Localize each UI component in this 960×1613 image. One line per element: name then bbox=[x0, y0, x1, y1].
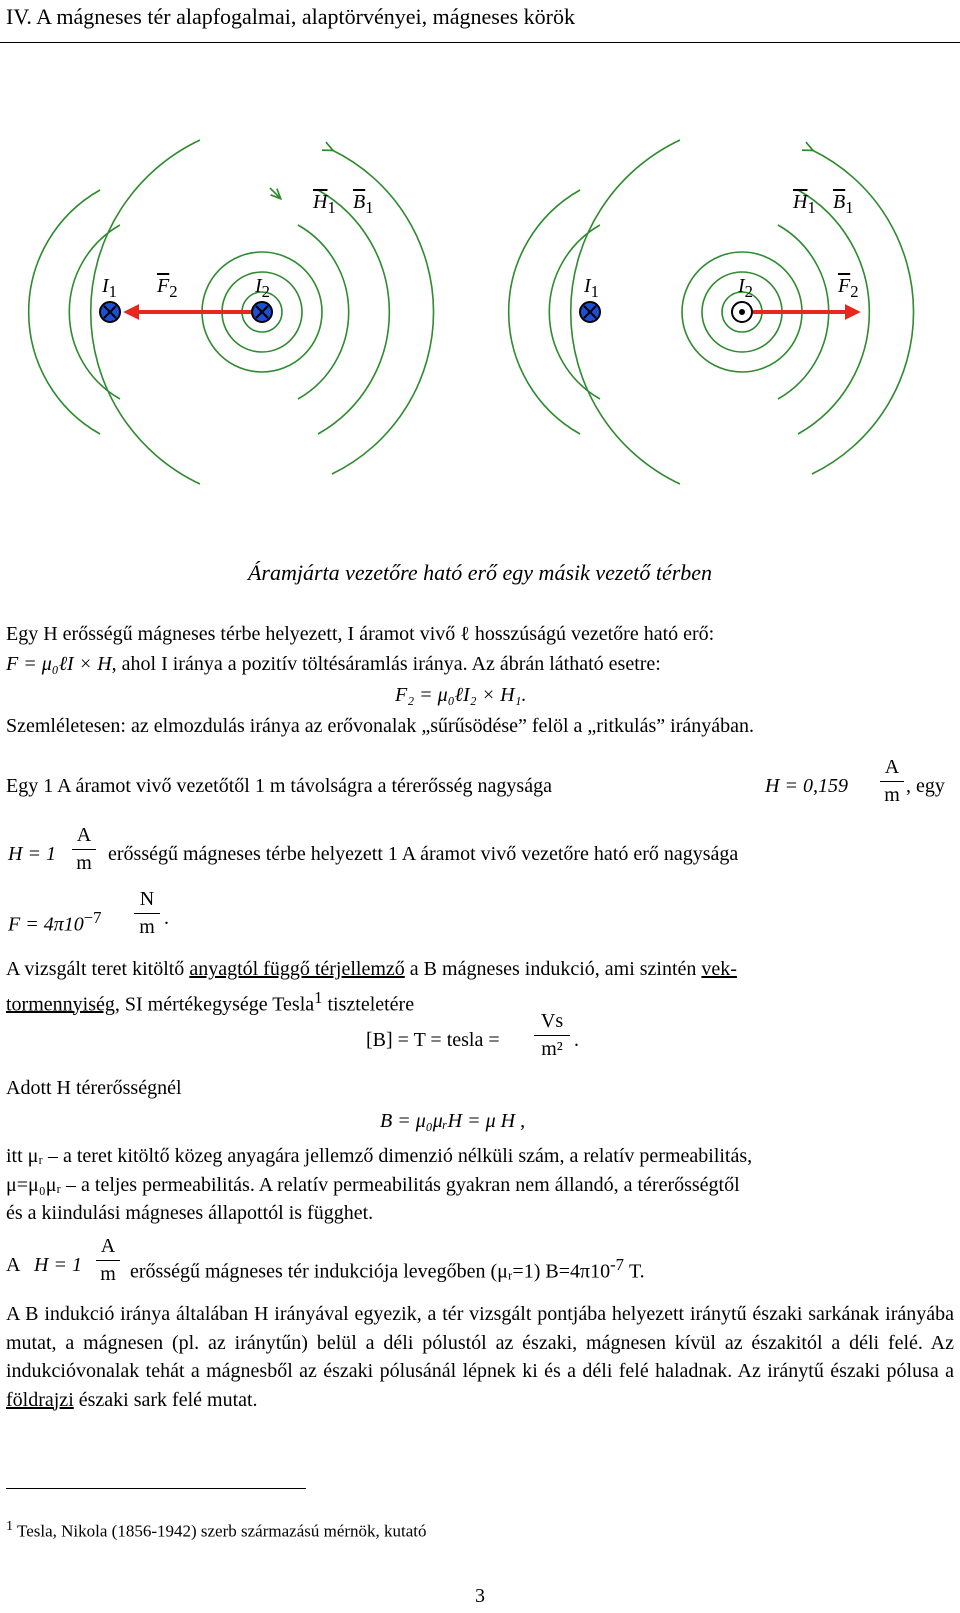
fraction-a-per-m-3: A m bbox=[96, 1235, 120, 1286]
paragraph-1: Egy H erősségű mágneses térbe helyezett, I áramot vivő ℓ hosszúságú vezetőre ható erő: bbox=[6, 623, 715, 645]
paragraph-permeability: itt μᵣ – a teret kitöltő közeg anyagára jellemző dimenzió nélküli szám, a relatív permeabilitás, μ=μ₀μᵣ – a teljes permeabilitás. A relatív permeabilitás gyakran nem állandó, a térerősségtől és a kiindulási mágneses állapottól is függhet. bbox=[6, 1145, 753, 1224]
label-left-h1: $\overline{H}_1$ bbox=[313, 191, 336, 217]
fraction-n-per-m: N m bbox=[134, 888, 160, 939]
formula-h-1: H = 1 bbox=[8, 843, 56, 865]
formula-b-mu-h: B = μ₀μᵣH = μ H , bbox=[380, 1110, 526, 1132]
label-left-i1: $I_1$ bbox=[102, 275, 117, 301]
footnote-rule bbox=[6, 1488, 306, 1489]
formula-h-0159: H = 0,159 bbox=[765, 775, 848, 797]
paragraph-direction: A B indukció iránya általában H irányával egyezik, a tér vizsgált pontjába helyezett iránytű északi sarkának irányába mutat, a mágnesen (pl. az iránytűn) belül a déli pólustól az északi, mágnesen kívül az északitól a déli felé. Az indukcióvonalak tehát a mágnesből az északi pólusánál lépnek ki és a déli felé haladnak. Az iránytű északi pólusa a földrajzi északi sark felé mutat. bbox=[6, 1303, 954, 1411]
label-right-f2: $\overline{F}_2$ bbox=[838, 275, 859, 301]
label-left-i2: $I_2$ bbox=[255, 275, 270, 301]
fraction-a-per-m-2: A m bbox=[72, 824, 96, 875]
formula-f-value: $F = 4\pi 10^{-7}$ bbox=[8, 908, 102, 936]
paragraph-adott: Adott H térerősségnél bbox=[6, 1077, 182, 1099]
paragraph-5-end: , egy bbox=[906, 775, 945, 797]
fraction-a-per-m-1: A m bbox=[880, 756, 904, 807]
field-figure bbox=[0, 0, 960, 560]
paragraph-induction: A vizsgált teret kitöltő anyagtól függő térjellemző a B mágneses indukció, ami szintén vek- tormennyiség, SI mértékegysége Tesla$^1$ tiszteletére bbox=[6, 958, 737, 1016]
label-right-b1: $\overline{B}_1$ bbox=[833, 191, 854, 217]
formula-tesla-end: . bbox=[574, 1029, 579, 1051]
formula-h-1-air: H = 1 bbox=[34, 1254, 82, 1276]
formula-f-end: . bbox=[164, 907, 169, 929]
label-right-i1: $I_1$ bbox=[584, 275, 599, 301]
formula-force-case: F₂ = μ₀ℓI₂ × H₁. bbox=[395, 684, 527, 706]
header-title: IV. A mágneses tér alapfogalmai, alaptörvényei, mágneses körök bbox=[6, 4, 575, 29]
page-number: 3 bbox=[475, 1585, 485, 1607]
label-left-f2: $\overline{F}_2$ bbox=[157, 275, 178, 301]
fraction-vs-per-m2: Vs m² bbox=[534, 1010, 570, 1061]
formula-tesla: [B] = T = tesla = bbox=[366, 1029, 500, 1051]
label-right-i2: $I_2$ bbox=[738, 275, 753, 301]
formula-force-general: F = μ₀ℓI × H, ahol I iránya a pozitív töltésáramlás iránya. Az ábrán látható esetre: bbox=[6, 653, 661, 675]
paragraph-13-text: erősségű mágneses tér indukciója levegőben (μᵣ=1) $B=4\pi 10^{-7}$ T. bbox=[130, 1255, 645, 1283]
footnote: $^1$ Tesla, Nikola (1856-1942) szerb származású mérnök, kutató bbox=[6, 1518, 427, 1541]
paragraph-intuition: Szemléletesen: az elmozdulás iránya az erővonalak „sűrűsödése” felöl a „ritkulás” irányában. bbox=[6, 715, 754, 737]
label-right-h1: $\overline{H}_1$ bbox=[793, 191, 816, 217]
paragraph-13-start: A bbox=[6, 1254, 21, 1276]
paragraph-6-text: erősségű mágneses térbe helyezett 1 A áramot vivő vezetőre ható erő nagysága bbox=[108, 843, 739, 865]
paragraph-5-text: Egy 1 A áramot vivő vezetőtől 1 m távolságra a térerősség nagysága bbox=[6, 775, 552, 797]
figure-caption: Áramjárta vezetőre ható erő egy másik vezető térben bbox=[247, 560, 713, 585]
label-left-b1: $\overline{B}_1$ bbox=[353, 191, 374, 217]
